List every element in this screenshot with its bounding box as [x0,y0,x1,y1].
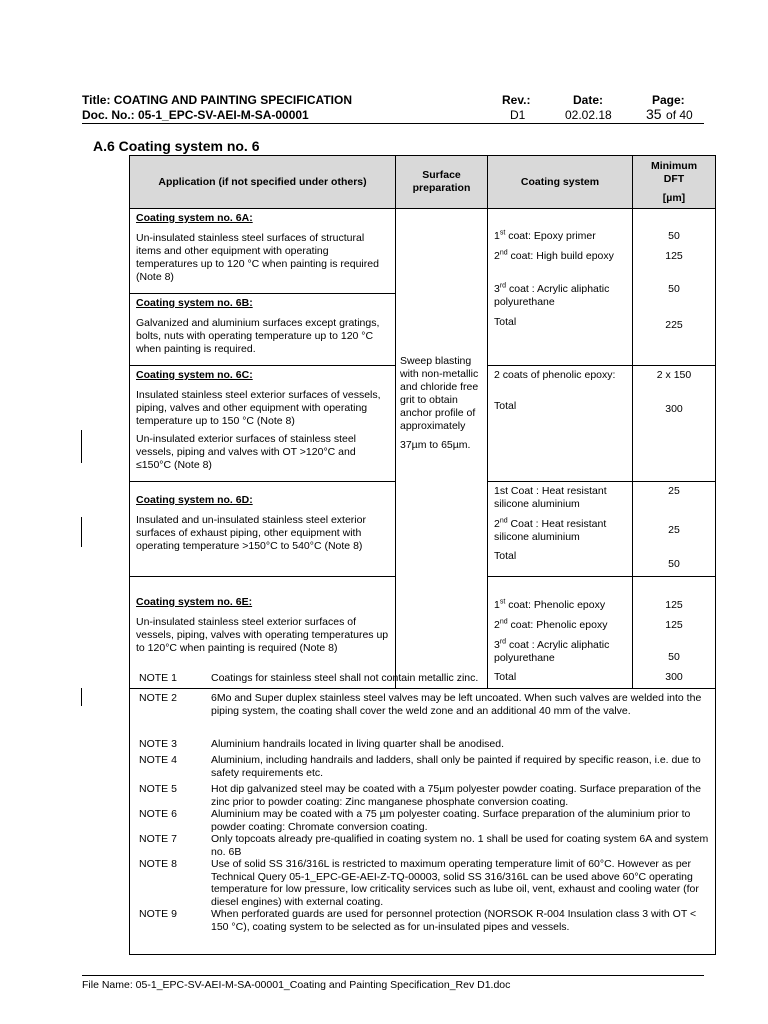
coats-6ab [488,209,633,366]
header-coating-system: Coating system [488,156,633,209]
dft-6e-3: 50 [668,651,680,663]
system-text-6a: Un-insulated stainless steel surfaces of structural items and other equipment with operating temperatures up to 120 °C when painting is required (Note 8) [136,232,379,283]
application-6c [130,366,396,482]
dft-6d-1: 25 [668,485,680,497]
dft-6d-2: 25 [668,524,680,536]
date-label: Date: [573,93,604,107]
system-text-6e: Un-insulated stainless steel exterior surfaces of vessels, piping, valves with operating temperatures up to 120°C when painting is required (Note 8) [136,616,389,654]
section-title: A.6 Coating system no. 6 [93,138,260,154]
dft-6e-total: 300 [665,671,683,683]
coat-6d-2: 2nd Coat : Heat resistant silicone aluminium [494,517,607,543]
page-number [646,106,693,124]
surface-preparation-cell [396,209,488,689]
table-header-row [130,156,716,209]
system-heading-6e: Coating system no. 6E: [136,596,253,608]
header-dft-line1: Minimum [650,159,698,172]
revision-label: Rev.: [502,93,531,107]
footer-filename: File Name: 05-1_EPC-SV-AEI-M-SA-00001_Coating and Painting Specification_Rev D1.doc [82,979,511,991]
page-total: of 40 [666,108,693,122]
system-text-6d: Insulated and un-insulated stainless steel exterior surfaces of exhaust piping, other equipment with operating temperature >150°C to 540°C (Note 8) [136,514,366,552]
header-application: Application (if not specified under others) [130,156,396,209]
dft-6ab-2: 125 [665,250,683,262]
application-6b [130,294,396,366]
system-text-6b: Galvanized and aluminium surfaces except gratings, bolts, nuts with operating temperature up to 120 °C when painting is required. [136,317,380,355]
header-dft-unit: [µm] [662,191,686,204]
dft-6c-total: 300 [665,403,683,415]
dft-6ab-total: 225 [665,319,683,331]
date-value: 02.02.18 [565,108,612,122]
surface-prep-range: 37µm to 65µm. [400,439,471,451]
coat-6d-1: 1st Coat : Heat resistant silicone aluminium [494,485,607,510]
document-title: Title: COATING AND PAINTING SPECIFICATION [82,93,352,107]
table-row-6a [130,209,716,294]
coat-6d-total: Total [494,550,517,562]
header-dft [633,156,716,209]
coat-6ab-total: Total [494,316,517,328]
system-text-6c-2: Un-insulated exterior surfaces of stainless steel vessels, piping and valves with OT >120°C and ≤150°C (Note 8) [136,433,357,471]
surface-prep-text: Sweep blasting with non-metallic and chloride free grit to obtain anchor profile of approximately [400,355,479,432]
dft-6d [633,482,716,577]
header-dft-line2: DFT [663,172,685,185]
page-label: Page: [652,93,685,107]
header-surface-preparation: Surface preparation [396,156,488,209]
coat-6c-total: Total [494,400,517,412]
coat-6ab-1: 1st coat: Epoxy primer [494,229,596,242]
coat-6ab-3: 3rd coat : Acrylic aliphatic polyurethane [494,282,610,308]
revision-value: D1 [510,108,526,122]
dft-6ab-3: 50 [668,283,680,295]
system-text-6c-1: Insulated stainless steel exterior surfaces of vessels, piping, valves and other equipment with operating temperature up to 150 °C (Note 8) [136,389,381,427]
dft-6ab-1: 50 [668,230,680,242]
revision-bar [81,517,82,547]
coats-6c [488,366,633,482]
header-divider [82,123,704,124]
dft-6d-total: 50 [668,558,680,570]
footer-divider [82,975,704,976]
dft-6c-1: 2 x 150 [656,369,692,381]
application-6a [130,209,396,294]
page-current: 35 [646,106,662,122]
dft-6e-1: 125 [665,599,683,611]
coat-6ab-2: 2nd coat: High build epoxy [494,249,614,262]
system-heading-6d: Coating system no. 6D: [136,494,253,506]
dft-6c [633,366,716,482]
coat-6e-3: 3rd coat : Acrylic aliphatic polyurethane [494,638,610,664]
revision-bar [81,430,82,463]
coats-6d [488,482,633,577]
coat-6e-2: 2nd coat: Phenolic epoxy [494,618,608,631]
system-heading-6b: Coating system no. 6B: [136,297,253,309]
revision-bar [81,688,82,706]
coat-6e-total: Total [494,671,517,683]
system-heading-6a: Coating system no. 6A: [136,212,253,224]
application-6d [130,482,396,577]
coat-6c-1: 2 coats of phenolic epoxy: [494,369,616,381]
coat-6e-1: 1st coat: Phenolic epoxy [494,598,606,611]
dft-6ab [633,209,716,366]
document-number: Doc. No.: 05-1_EPC-SV-AEI-M-SA-00001 [82,108,309,122]
system-heading-6c: Coating system no. 6C: [136,369,253,381]
dft-6e-2: 125 [665,619,683,631]
